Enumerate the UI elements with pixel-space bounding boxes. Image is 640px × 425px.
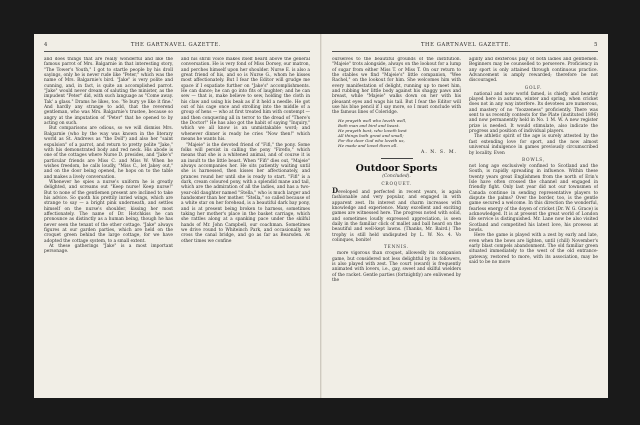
paragraph: At these gatherings "Jake" is a most important personage. — [44, 244, 173, 255]
column-1 — [44, 57, 173, 393]
paragraph: not long ago exclusively confined to Scotland and the South, is rapidly spreading in influence. Within these twenty years great Englishmen from the north of Erin's Isle have often crossed the channel and engaged in friendly fight. Only last year did not our townsmen of Canada continue in sending representative players to dispute the palms? Over the border, too, is the gentle game secured a welcome. In this direction the wonderful, fearless energy of the doyen of cricket (Dr. W. G. Grace) is acknowledged. It is at present the great world of London life service is distinguished. Mr. Lane now be also visited Scotland and competited his latest love, his prowess at bowls. — [469, 163, 598, 233]
subheading-croquet: CROQUET. — [381, 181, 412, 187]
subheading-bowls: BOWLS, — [522, 157, 545, 163]
left-page — [34, 34, 321, 398]
poem — [338, 118, 461, 149]
paragraph: and does things that are really wonderful and like the famous parrot of Mrs. Balgarnie in that interesting story, "The Tower's Youth," I got to startle people by his droll sayings, only he is never rude like "Peter," which was the name of Mrs. Balgarnie's bird. "Jake" is very polite and cunning, and, in fact, is quite an accomplished parrot. "Jake" would never dream of saluting the minister, as the impudent "Peter" did, with such language as "Come away. Tak' a glass." Drams he likes, too. 'Ye bury ye like it fine.' And hardly any strange to add, that the reverend gentleman, who was Mrs. Balgarnie's trustee, because so angry at the imputation of "Peter" that he opened to by acting on such. — [44, 57, 173, 127]
paragraph: agility and dexterous play of both ladies and gentlemen. Beginners may be counselled to persevere. Proficiency in any sport is only attained through continuous practice. Advancement is amply rewarded; therefore be not discouraged. — [469, 57, 598, 84]
running-title: THE GARTNAVEL GAZETTE. — [420, 42, 512, 48]
subheading-golf: GOLF. — [524, 85, 543, 91]
page-number: 5 — [594, 42, 598, 48]
text-columns — [44, 57, 310, 393]
running-head — [332, 42, 598, 52]
divider — [381, 158, 413, 159]
running-title: THE GARTNAVEL GAZETTE. — [130, 42, 222, 48]
section-subtitle: (Concluded). — [382, 173, 411, 179]
subheading-tennis: TENNIS. — [384, 245, 409, 251]
paragraph: and his shrill voice makes itself heard above the general conversation. He is very fond of Miss Dorsey, our matron, and perches himself upon her shoulder. Nurse E. is also a great friend of his, and so is Nurse G., whom he kisses most affectionately. But I fear the Editor will grudge me space if I expatiate further on "Jake's" accomplishments. He can dance; he can go into fits of laughter; and he can sew — that is, make believe to sew, holding the cloth in his claw and using his beak as if it held a needle. He got out of his cage once and strolling into the middle of a group of hens — who at first treated him with contempt — and then conquering all in terror to the dread of "There's the Doctor!" He has also got the habit of saying "Inquiry," which we all know is an unmistakable word; and whenever dinner is ready he cries "Now then!" which means he wants his. — [181, 57, 310, 143]
paragraph: Here the game is played with a zest by early and late, even when the bows are lighten, until (chill) November's early blast compels abandonment. The old familiar green situated immediately to the west of the old entrance-gateway, restored to more, with its association, may be said to be no more — [469, 233, 598, 266]
poem-line: He prayeth well who loveth well, — [338, 117, 407, 123]
paragraph: more vigorous than croquet, allowedly its companion game, but considered not less delightful by its followers, is also played with zest. The court (sward) is frequently animated with lovers, i.e., gay, sweet and skilful wielders of the racket. Gentle parties (fortnightly) are enlivened by the — [332, 251, 461, 284]
paragraph: But comparisons are odious, so we will dismiss Mrs. Balgarnie (who by the way was known in the literary world as St. Andrews as "the Doll") and also her "saint expulsion" of a parrot, and return to pretty polite "Jake," with his demonstrated body and red neck. His abode is one of the cottages where Nurse D. presides, and "Jake's" particular friends are Miss C. and Miss W. When he wishes freedom, he calls loudly, "Miss C., let Jakey out," and on the door being opened, he hops on to the table and makes a lively conversation. — [44, 126, 173, 180]
poem-line: He made and loved them all. — [338, 143, 398, 149]
paragraph: The athletic spirit of the age is surely attested by the fast extending love for sport, and the now almost universal indulgence in games previously circumscribed by locality. Even — [469, 134, 598, 156]
drop-cap: D — [332, 185, 339, 195]
right-page — [321, 34, 608, 398]
column-2 — [181, 57, 310, 393]
page-number: 4 — [44, 42, 48, 48]
column-2 — [469, 57, 598, 393]
poem-line: Both man and bird and beast. — [338, 122, 400, 128]
section-title: Outdoor Sports — [355, 162, 438, 174]
poem-line: He prayeth best, who loveth best — [338, 127, 407, 133]
text-columns — [332, 57, 598, 393]
poem-line: All things both great and small; — [338, 133, 404, 139]
paragraph: Whenever he spies a nurse's uniform he is greatly delighted, and screams out "Keep nurse! Keep nurse!" But to none of the gentlemen present are inclined to take his advice. So quoth his prettily inried wings, which are strange to say — a bright pink underneath, and settles himself on the nurse's shoulder, kissing her most affectionately. The name of Dr. Hotchkiss he can pronounce as distinctly as a human being, though he has never seen the tenant of the other cottage. "Jake" always figures at our garden parties, which are held on the croquet green behind the large cottage, for we have adopted the cottage system, to a small extent. — [44, 179, 173, 244]
paragraph: Developed and perfected in recent years, is again fashionable and very popular, and engaged in with apparent zest. Its interest and charm increases with knowledge and experience. Many excellent and exciting games are witnessed here. The progress noted with solid, and sometimes loudly expressed appreciation, is seen daily in the familiar click of mallet and ball heard on the beautiful and well-kept lawns. (Thanks, Mr. Baird.) The trophy is still held undisputed by L. W. No. 4. Vo colinques, bonite! — [332, 185, 461, 244]
paragraph: ourselves to the beautiful grounds of the institution. "Majeie" trots alongside, always on the lookout for a lump of sugar from either Miss T. or Miss T. On our return to the stables we find "Majeie's" little companion, "Wee Rachel," on the lookout for him. She welcomes him with every manifestation of delight, running up to meet him, and rubbing her little body against his shaggy paws and breast, while "Majeie" walks down on her with his pleasant eyes and wags his tail. But I fear the Editor will use his blue pencil if I say more, so I must conclude with the famous lines of Coleridge. — [332, 57, 461, 116]
column-1 — [332, 57, 461, 393]
running-head — [44, 42, 310, 52]
paragraph: national and now world famed, is chiefly and heartily played here in autumn, winter and spring, when cricket does not in any way interfere. Its devotees are numerous, and mastery of no "foozzeness" proficiently. There was sent to us recently contests for the Plate (instituted 1896) and now permanently held in No. 1 M. W. A new register prize is needed. It would stimulate, also indicate the progress and position of individual players. — [469, 91, 598, 135]
poem-line: For the dear God who loveth us, — [338, 138, 405, 144]
paragraph: "Majeie" is the devoted friend of "Fifi," the pony. Some folks will persist in calling the pony "Fireflo," which means that she is a whitened animal, and of course it is an insult to the little beast. When "Fifi" dies out, "Majeie" always accompanies her. He sits patiently waiting until she is harnessed, then kisses her affectionately, and prances round her until she is ready to start. "Fifi" is a dark, cream coloured pony, with a splendid mane and tail, which are the admiration of all the ladies, and has a two-year-old daughter named "Stella," who is much larger and handsomer than her mother. "Stella," so called because of a white star on her forehead, is a beautiful dark bay pony, and is at present being broken to harness, sometimes taking her mother's place in the basket carriage, which she rattles along at a spanking pace under the skilful hands of Mr. John Campbell, our coachman. Sometimes we drive round to Whiteinch Park, and occasionally we cross the canal bridge, and go as far as Bearsden. At other times we confine — [181, 142, 310, 244]
signature: A. N. S. M. — [421, 150, 457, 156]
